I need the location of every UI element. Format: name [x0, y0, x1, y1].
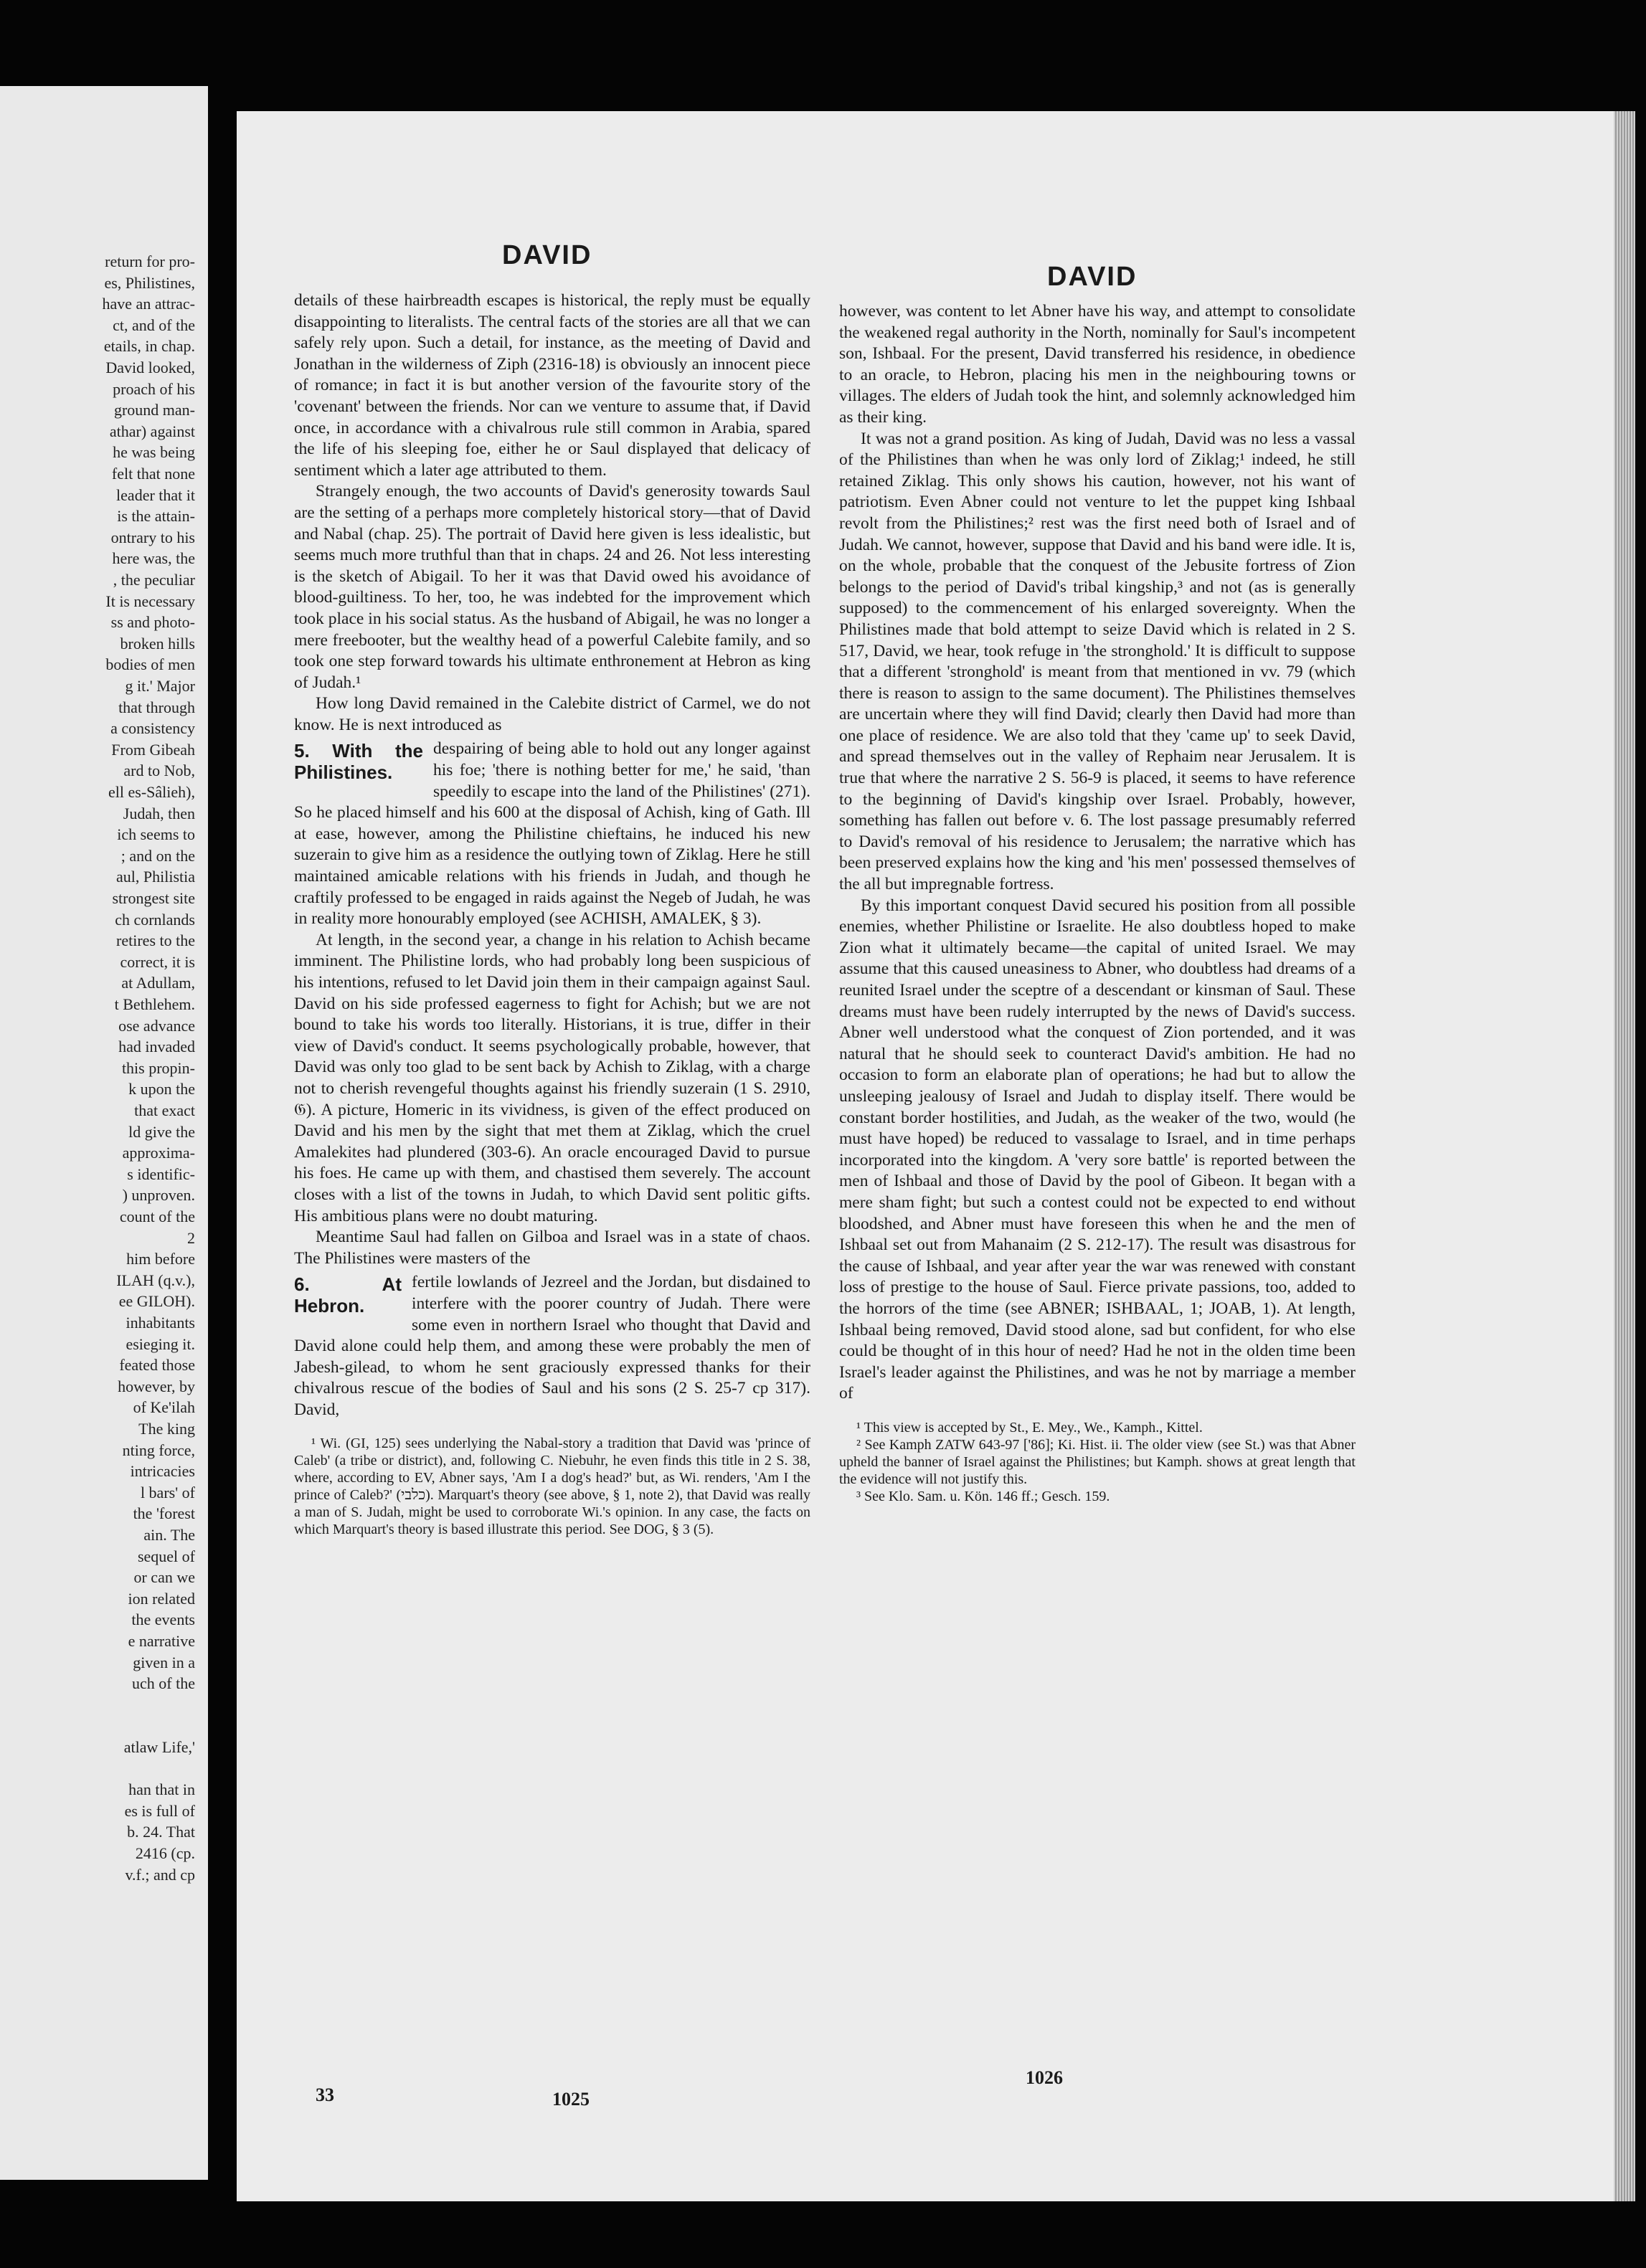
col1-paragraph: details of these hairbreadth escapes is historical, the reply must be equally disappointing to literalists. The central facts of the stories are all that we can safely rely upon. Such a detail, for instance, as the meeting of David and Jonathan in the wilderness of Ziph (2316-18) is obviously an innocent piece of romance; in fact it is but another version of the favourite story of the 'covenant' between the friends. Nor can we venture to assume that, if David once, in accordance with a chivalrous rule still common in Arabia, spared the life of his sleeping foe, either he or Saul displayed that delicacy of sentiment which a later age attributed to them.: [294, 291, 810, 480]
col1-paragraph: Strangely enough, the two accounts of David's generosity towards Saul are the setting of a perhaps more completely historical story—that of David and Nabal (chap. 25). The portrait of David here given is less idealistic, but seems much more truthful than that in chaps. 24 and 26. Not less interesting is the sketch of Abigail. To her it was that David owed his avoidance of blood-guiltiness. To her, too, he was indebted for the improvement which took place in his social status. As the husband of Abigail, he was no longer a mere freebooter, but the wealthy head of a powerful Calebite family, and so took one step forward towards his ultimate enthronement at Hebron as king of Judah.¹: [294, 482, 810, 692]
col1-paragraph: How long David remained in the Calebite district of Carmel, we do not know. He is next introduced as: [294, 694, 810, 734]
left-page-line: given in a: [133, 1653, 195, 1671]
left-page-line: nting force,: [122, 1441, 195, 1459]
left-page-line: ose advance: [118, 1016, 195, 1035]
left-page-line: aul, Philistia: [116, 868, 195, 886]
left-page-line: a consistency: [110, 719, 195, 738]
left-page-line: the events: [131, 1610, 195, 1629]
left-page-line: ell es-Sâlieh),: [108, 783, 195, 801]
running-head-left: DAVID: [502, 240, 592, 270]
left-page-line: return for pro-: [105, 252, 195, 270]
left-page-line: Judah, then: [123, 804, 195, 822]
left-page-line: esieging it.: [126, 1334, 195, 1353]
left-page-line: ion related: [128, 1589, 195, 1608]
left-page-line: that exact: [134, 1101, 195, 1119]
left-page-line: sequel of: [137, 1547, 195, 1565]
left-page-line: ; and on the: [120, 846, 195, 865]
column-2: [839, 301, 1356, 1505]
left-page-line: broken hills: [120, 634, 195, 653]
book-page: [237, 111, 1614, 2201]
left-page-line: ich seems to: [117, 825, 195, 844]
page-number-right: 1026: [1026, 2067, 1063, 2088]
left-page-line: David looked,: [105, 359, 195, 376]
footnote: ² See Kamph ZATW 643-97 ['86]; Ki. Hist. ii. The older view (see St.) was that Abner upheld the banner of Israel against the Philistines; but Kamph. shows at great length that the evidence will not justify this.: [839, 1436, 1356, 1487]
left-page-line: proach of his: [113, 379, 195, 398]
left-page-line: ontrary to his: [110, 528, 195, 546]
left-page-line: bodies of men: [105, 655, 195, 674]
left-page-line: uch of the: [132, 1674, 195, 1693]
left-page-line: is the attain-: [117, 507, 195, 526]
section-5: [294, 739, 810, 929]
left-page-line: this propin-: [121, 1058, 195, 1077]
left-page-line: ee GILOH).: [118, 1292, 195, 1311]
left-page-line: k upon the: [128, 1080, 195, 1099]
section-6: [294, 1272, 810, 1420]
left-page-line: ld give the: [128, 1122, 195, 1141]
left-page-line: From Gibeah: [111, 740, 195, 759]
left-page-line: v.f.; and cp: [125, 1865, 195, 1884]
left-page-line: he was being: [113, 443, 195, 462]
left-page-line: retires to the: [116, 931, 195, 950]
footnote: ¹ Wi. (GI, 125) sees underlying the Nabal-story a tradition that David was 'prince of Caleb' (a tribe or district), and, following C. Niebuhr, he even finds this title in 2 S. 38, where, according to EV, Abner says, 'Am I a dog's head?' but, as Wi. renders, 'Am I the prince of Caleb?' (כלבי). Marquart's theory (see above, § 1, note 2), that David was really a man of S. Judah, might be used to corroborate Wi.'s opinion. In any case, the facts on which Marquart's theory is based illustrate this period. See DOG, § 3 (5).: [294, 1436, 811, 1538]
col1-footnotes: [294, 1435, 810, 1538]
col2-paragraph: By this important conquest David secured his position from all possible enemies, whether Philistine or Israelite. He also doubtless hoped to make Zion what it ultimately became—the capital of united Israel. We may assume that this caused uneasiness to Abner, who doubtless had dreams of a reunited Israel under the sceptre of a descendant or kinsman of Saul. These dreams must have been rudely interrupted by the news of David's success. Abner well understood what the conquest of Zion portended, and it was natural that he should seek to counteract David's ambition. He had no occasion to form an elaborate plan of operations; he had but to allow the unsleeping jealousy of Israel and Judah to display itself. There would be constant border hostilities, and Judah, as the weaker of the two, would (he must have hoped) be reduced to vassalage to Israel, and in time perhaps incorporated into the kingdom. A 'very sore battle' is reported between the men of Ishbaal and those of David by the pool of Gibeon. It began with a mere sham fight; but such a contest could not be expected to end without bloodshed, and Abner must have foreseen this when he and the men of Ishbaal set out from Mahanaim (2 S. 212-17). The result was disastrous for the cause of Ishbaal, and year after year the war was renewed with constant loss of prestige to the house of Saul. Fierce private passions, too, added to the horrors of the time (see ABNER; ISHBAAL, 1; JOAB, 1). At length, Ishbaal being removed, David stood alone, sad but confident, for who else could be thought of in this hour of need? Had he not in the olden time been Israel's leader against the Philistines, and was he not by marriage a member of: [839, 896, 1356, 1403]
footnote: ³ See Klo. Sam. u. Kön. 146 ff.; Gesch. 159.: [856, 1488, 1110, 1504]
left-page-line: 2416 (cp.: [135, 1844, 195, 1862]
left-page-line: ain. The: [143, 1526, 195, 1544]
page-edge: [1614, 111, 1635, 2201]
left-page-line: inhabitants: [126, 1314, 195, 1332]
left-page-line: , the peculiar: [113, 571, 195, 589]
left-page-line: t Bethlehem.: [114, 995, 195, 1013]
section-6-text: fertile lowlands of Jezreel and the Jordan, but disdained to interfere with the poorer country of Judah. There were some even in northern Israel who thought that David and David alone could help them, and among these were probably the men of Jabesh-gilead, to whom he sent graciously expressed thanks for their chivalrous rescue of the bodies of Saul and his sons (2 S. 25-7 cp 317). David,: [294, 1273, 810, 1419]
left-page-line: athar) against: [109, 422, 195, 440]
left-page-line: ard to Nob,: [123, 761, 195, 780]
left-page-line: ct, and of the: [113, 315, 195, 334]
left-page-line: approxima-: [122, 1144, 195, 1162]
left-page-line: count of the: [119, 1207, 195, 1225]
running-head-right: DAVID: [1047, 262, 1137, 292]
section-6-heading: 6. At Hebron.: [294, 1273, 402, 1317]
left-page-line: at Adullam,: [121, 974, 195, 992]
left-page-line: had invaded: [118, 1038, 195, 1056]
col2-paragraph: It was not a grand position. As king of Judah, David was no less a vassal of the Philistines than when he was only lord of Ziklag;¹ indeed, he still retained Ziklag. This only shows his caution, however, not his want of patriotism. Even Abner could not venture to let the puppet king Ishbaal revolt from the Philistines;² rest was the first need both of Israel and of Judah. We cannot, however, suppose that David and his band were idle. It is, on the whole, probable that the conquest of the Jebusite fortress of Zion belongs to the period of David's tribal kingship,³ and not (as is generally supposed) to the commencement of his enlarged sovereignty. When the Philistines made that bold attempt to seize David which is related in 2 S. 517, David, we hear, took refuge in 'the stronghold.' It is difficult to suppose that a different 'stronghold' is meant from that mentioned in vv. 79 (which there is reason to assign to the same document). The Philistines themselves are uncertain where they will find David; clearly then David had more than one place of residence. We are also told that they 'came up' to seek David, and spread themselves out in the valley of Rephaim near Jerusalem. It is true that where the narrative 2 S. 56-9 is placed, it seems to have reference to the beginning of David's kingship over Israel. Probably, however, something has fallen out before v. 6. The lost passage presumably referred to David's removal of his residence to Jerusalem; the narrative which has been preserved explains how the king and 'his men' possessed themselves of the all but impregnable fortress.: [839, 429, 1356, 894]
left-page-line: The king: [138, 1420, 195, 1438]
left-page-line: It is necessary: [105, 592, 195, 610]
section-5-text: despairing of being able to hold out any longer against his foe; 'there is nothing better for me,' he said, 'than speedily to escape into the land of the Philistines' (271). So he placed himself and his 600 at the disposal of Achish, king of Gath. Ill at ease, however, among the Philistine chieftains, he induced his new suzerain to give him as a residence the outlying town of Ziklag. Here he still maintained amicable relations with his friends in Judah, and though he craftily professed to be engaged in raids against the Negeb of Judah, he was in reality more honourably employed (see ACHISH, AMALEK, § 3).: [294, 739, 810, 929]
left-page-line: feated those: [119, 1356, 195, 1375]
left-page-line: intricacies: [130, 1462, 195, 1481]
left-page-line: atlaw Life,': [123, 1738, 195, 1756]
left-page-line: ch cornlands: [115, 910, 195, 929]
left-page-line: es is full of: [124, 1801, 195, 1820]
left-page-line: that through: [118, 698, 195, 716]
page-number-left: 1025: [552, 2089, 590, 2110]
left-page-line: felt that none: [111, 465, 195, 483]
left-page-line: b. 24. That: [127, 1823, 195, 1841]
col2-footnotes: [839, 1419, 1356, 1505]
left-page-line: e narrative: [128, 1632, 195, 1650]
left-page-line: strongest site: [112, 889, 195, 907]
left-page-line: of Ke'ilah: [133, 1398, 195, 1417]
left-page-line: es, Philistines,: [104, 273, 195, 292]
left-page-line: 2: [187, 1228, 195, 1247]
left-page-line: l bars' of: [140, 1483, 195, 1501]
left-page-line: ) unproven.: [122, 1186, 195, 1205]
col2-paragraph: however, was content to let Abner have his way, and attempt to consolidate the weakened regal authority in the North, nominally for Saul's incompetent son, Ishbaal. For the present, David transferred his residence, in obedience to an oracle, to Hebron, placing his men in the neighbouring towns or villages. The elders of Judah took the hint, and solemnly acknowledged him as their king.: [839, 302, 1356, 427]
left-page-line: him before: [126, 1250, 195, 1268]
left-page-line: the 'forest: [133, 1504, 195, 1523]
left-page-line: correct, it is: [120, 952, 195, 971]
left-page-line: etails, in chap.: [103, 337, 195, 356]
col1-paragraph: Meantime Saul had fallen on Gilboa and Israel was in a state of chaos. The Philistines were masters of the: [294, 1228, 810, 1268]
left-page-line: ss and photo-: [110, 613, 195, 632]
left-page-line: s identific-: [127, 1164, 195, 1183]
column-1: [294, 290, 810, 1538]
col1-paragraph: At length, in the second year, a change in his relation to Achish became imminent. The Philistine lords, who had probably long been suspicious of his intentions, refused to let David join them in their campaign against Saul. David on his side professed eagerness to fight for Achish; but we are not bound to take his words too literally. Historians, it is true, differ in their view of David's conduct. It seems psychologically probable, however, that David was only too glad to be sent back by Achish to Ziklag, with a charge not to cherish revengeful thoughts against his friendly suzerain (1 S. 2910, 𝔊). A picture, Homeric in its vividness, is given of the effect produced on David and his men by the sight that met them at Ziklag, which the cruel Amalekites had plundered (303-6). An oracle encouraged David to pursue his foes. He came up with them, and chastised them severely. The account closes with a list of the towns in Judah, to which David sent politic gifts. His ambitious plans were no doubt maturing.: [294, 930, 810, 1225]
left-page-line: ground man-: [113, 401, 195, 419]
left-page-line: han that in: [128, 1780, 195, 1799]
left-page-line: leader that it: [116, 485, 195, 504]
left-page-line: here was, the: [112, 549, 195, 568]
left-page-line: or can we: [133, 1568, 195, 1587]
facing-left-page: [0, 86, 208, 2180]
left-page-line: ILAH (q.v.),: [116, 1271, 195, 1289]
left-page-line: however, by: [118, 1377, 195, 1395]
section-5-heading: 5. With the Philistines.: [294, 740, 423, 784]
left-page-line: g it.' Major: [125, 677, 195, 695]
left-page-line: have an attrac-: [102, 295, 195, 313]
footnote: ¹ This view is accepted by St., E. Mey., We., Kamph., Kittel.: [856, 1419, 1203, 1436]
signature-mark: 33: [316, 2084, 334, 2105]
